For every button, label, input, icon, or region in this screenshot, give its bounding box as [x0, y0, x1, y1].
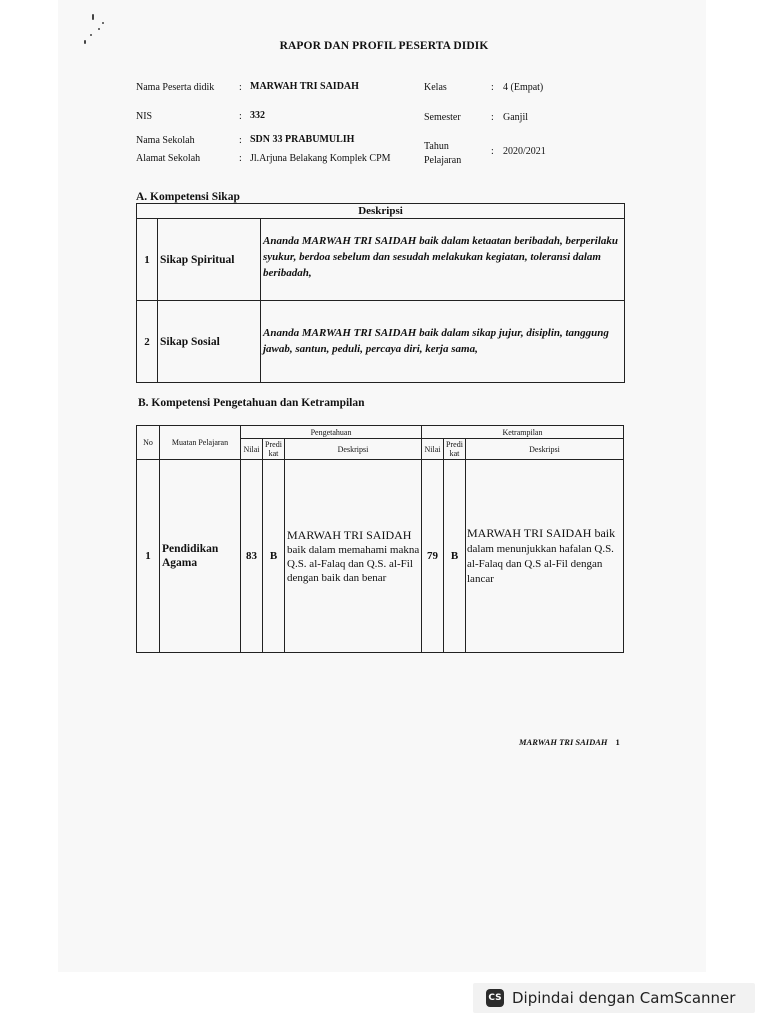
colon: :	[239, 153, 242, 164]
mapel-cell	[160, 460, 241, 653]
kelas-label: Kelas	[424, 82, 447, 93]
tahun-value: 2020/2021	[503, 146, 546, 157]
colon: :	[491, 82, 494, 93]
colon: :	[239, 82, 242, 93]
sekolah-label: Nama Sekolah	[136, 135, 195, 146]
deskripsi-pengetahuan-line1: MARWAH TRI SAIDAH	[287, 527, 412, 542]
deskripsi-ketrampilan-rest: dalam menunjukkan hafalan Q.S. al-Falaq dan Q.S al-Fil dengan lancar	[467, 542, 614, 585]
header-nilai: Nilai	[422, 439, 444, 460]
colon: :	[491, 146, 494, 157]
header-predikat	[444, 439, 466, 460]
kompetensi-pengetahuan-table	[136, 425, 624, 653]
kelas-value: 4 (Empat)	[503, 82, 544, 93]
nis-label: NIS	[136, 111, 153, 122]
section-b-title: B. Kompetensi Pengetahuan dan Ketrampilan	[138, 397, 365, 409]
header-muatan: Muatan Pelajaran	[160, 426, 241, 460]
page-number: 1	[615, 737, 620, 747]
header-predikat-line2: kat	[449, 449, 460, 458]
header-predikat-line1: Predi	[265, 440, 282, 449]
table-row	[137, 219, 625, 301]
deskripsi-pengetahuan	[285, 460, 422, 653]
alamat-value: Jl.Arjuna Belakang Komplek CPM	[250, 153, 391, 164]
watermark-label: Dipindai dengan CamScanner	[512, 989, 736, 1007]
nama-value: MARWAH TRI SAIDAH	[250, 81, 359, 92]
header-nilai: Nilai	[241, 439, 263, 460]
footer-student-name: MARWAH TRI SAIDAH	[519, 737, 608, 747]
nilai-ketrampilan: 79	[422, 460, 444, 653]
predikat-ketrampilan: B	[444, 460, 466, 653]
tahun-label-line2: Pelajaran	[424, 155, 462, 166]
camscanner-watermark	[473, 983, 755, 1013]
nama-label: Nama Peserta didik	[136, 82, 215, 93]
section-a-title: A. Kompetensi Sikap	[136, 191, 240, 203]
header-deskripsi: Deskripsi	[285, 439, 422, 460]
semester-value: Ganjil	[503, 112, 528, 123]
deskripsi-ketrampilan-line1: MARWAH TRI SAIDAH baik	[467, 525, 616, 540]
header-predikat-line2: kat	[268, 449, 279, 458]
sekolah-value: SDN 33 PRABUMULIH	[250, 134, 355, 145]
row-number: 1	[137, 219, 158, 301]
header-predikat-line1: Predi	[446, 440, 463, 449]
deskripsi-text: Ananda MARWAH TRI SAIDAH baik dalam ketaatan beribadah, berperilaku syukur, berdoa sebelum dan sesudah melakukan kegiatan, toleransi dalam beribadah,	[261, 219, 625, 301]
row-number: 2	[137, 301, 158, 383]
header-no: No	[137, 426, 160, 460]
colon: :	[239, 135, 242, 146]
colon: :	[491, 112, 494, 123]
nis-value: 332	[250, 110, 265, 121]
document-title: RAPOR DAN PROFIL PESERTA DIDIK	[279, 40, 489, 52]
deskripsi-text: Ananda MARWAH TRI SAIDAH baik dalam sikap jujur, disiplin, tanggung jawab, santun, peduli, percaya diri, kerja sama,	[261, 301, 625, 383]
deskripsi-pengetahuan-rest: baik dalam memahami makna Q.S. al-Falaq dan Q.S. al-Fil dengan baik dan benar	[287, 543, 420, 584]
alamat-label: Alamat Sekolah	[136, 153, 201, 164]
header-predikat	[263, 439, 285, 460]
semester-label: Semester	[424, 112, 461, 123]
table-row	[137, 301, 625, 383]
mapel-line2: Agama	[162, 557, 198, 569]
aspek-label: Sikap Spiritual	[158, 219, 261, 301]
tahun-label-line1: Tahun	[424, 141, 449, 152]
row-number: 1	[137, 460, 160, 653]
nilai-pengetahuan: 83	[241, 460, 263, 653]
header-ketrampilan: Ketrampilan	[422, 426, 624, 439]
table-header-deskripsi: Deskripsi	[137, 204, 625, 219]
kompetensi-sikap-table	[136, 203, 625, 383]
predikat-pengetahuan: B	[263, 460, 285, 653]
mapel-line1: Pendidikan	[162, 543, 219, 555]
deskripsi-ketrampilan	[466, 460, 624, 653]
colon: :	[239, 111, 242, 122]
header-pengetahuan: Pengetahuan	[241, 426, 422, 439]
header-deskripsi: Deskripsi	[466, 439, 624, 460]
table-row	[137, 460, 624, 653]
camscanner-logo-icon: CS	[486, 989, 504, 1007]
aspek-label: Sikap Sosial	[158, 301, 261, 383]
page-footer	[519, 737, 620, 747]
